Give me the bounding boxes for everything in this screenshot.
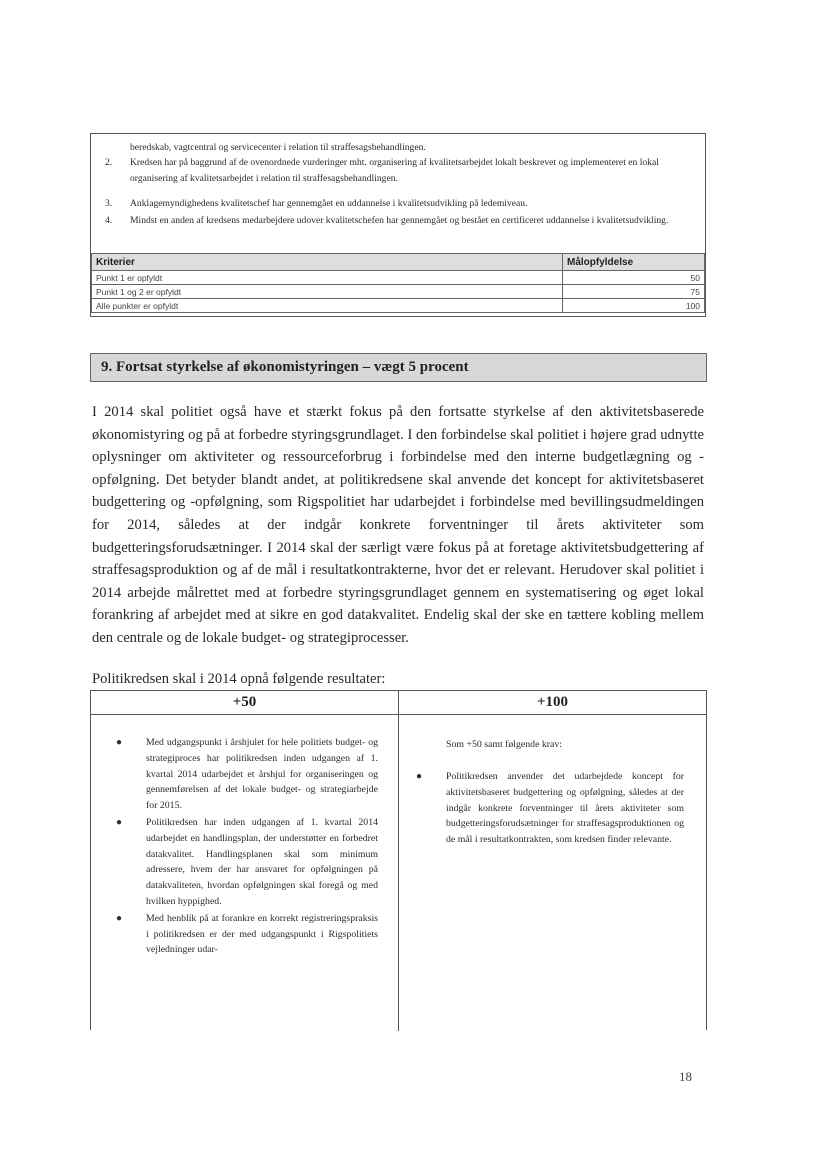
col-header-plus-100: +100 [399, 691, 706, 715]
list-item: ● Politikredsen har inden udgangen af 1. kvartal 2014 udarbejdet en handlingsplan, der understøtter en forbedret datakvalitet. Handlingsplanen skal som minimum adressere, hvem der har ansvaret for opfølgningen på datakvaliteten, hvordan opfølgningen skal foregå og med hvilken hyppighed. [116, 816, 378, 907]
table-header-row [92, 254, 705, 271]
body-paragraph: I 2014 skal politiet også have et stærkt fokus på den fortsatte styrkelse af den aktivitetsbaserede økonomistyring og på at forbedre styringsgrundlaget. I den forbindelse skal politiet i højere grad udnytte oplysninger om aktiviteter og ressourceforbrug i forbindelse med den interne budgetlægning og -opfølgning. Det betyder blandt andet, at politikredsene skal anvende det koncept for aktivitetsbaseret budgettering og -opfølgning, som Rigspolitiet har udarbejdet i forbindelse med bevillingsudmeldingen for 2014, således at der indgår konkrete forventninger til årets aktiviteter som budgetteringsforudsætninger. I 2014 skal der særligt være fokus på at foretage aktivitetsbudgettering af straffesagsproduktion og af de mål i resultatkontrakterne, hvor det er relevant. Herudover skal politiet i 2014 arbejde målrettet med at forbedre styringsgrundlaget gennem en systematisering og øget lokal forankring af arbejdet med at sikre en god datakvalitet. Endelig skal der ske en tættere kobling mellem den centrale og de lokale budget- og strategiprocesser. [92, 404, 704, 646]
criteria-label: Punkt 1 er opfyldt [92, 271, 563, 285]
list-item-text: Kredsen har på baggrund af de ovenordnede vurderinger mht. organisering af kvalitetsarbejdet lokalt beskrevet og implementeret en lokal organisering af kvalitetsarbejdet i relation til straffesagsbehandlingen. [130, 157, 659, 184]
plus-100-intro: Som +50 samt følgende krav: [446, 739, 562, 750]
bullet-icon: ● [416, 771, 423, 782]
criteria-value: 100 [563, 299, 705, 313]
plus-100-list [416, 769, 684, 848]
list-item-number: 4. [105, 215, 113, 226]
criteria-label: Alle punkter er opfyldt [92, 299, 563, 313]
list-item-text: Anklagemyndighedens kvalitetschef har gennemgået en uddannelse i kvalitetsudvikling på ledemiveau. [130, 198, 528, 209]
list-item-text: beredskab, vagtcentral og servicecenter i relation til straffesagsbehandlingen. [130, 142, 426, 153]
bullet-icon: ● [116, 816, 123, 828]
criteria-table [91, 253, 705, 313]
list-item-text: Mindst en anden af kredsens medarbejdere udover kvalitetschefen har gennemgået og bestået en certificeret uddannelse i kvalitetsudvikling. [130, 215, 669, 226]
list-item-number: 3. [105, 198, 113, 209]
section-heading: 9. Fortsat styrkelse af økonomistyringen – vægt 5 procent [90, 353, 707, 382]
col-header-plus-50: +50 [91, 691, 398, 715]
list-item: ● Politikredsen anvender det udarbejdede koncept for aktivitetsbaseret budgettering og opfølgning, således at der indgår konkrete forventninger til årets aktiviteter som budgetteringsforudsætninger for straffesagsproduktionen og de mål i resultatkontrakten, som kredsen finder relevante. [416, 771, 684, 846]
column-divider [398, 691, 399, 1031]
bullet-icon: ● [116, 737, 123, 748]
table-row [92, 285, 705, 299]
results-intro: Politikredsen skal i 2014 opnå følgende resultater: [92, 671, 386, 687]
bullet-icon: ● [116, 912, 123, 924]
criteria-value: 75 [563, 285, 705, 299]
list-item-number: 2. [105, 157, 113, 168]
table-row [92, 271, 705, 285]
criteria-header: Kriterier [92, 254, 563, 271]
criteria-label: Punkt 1 og 2 er opfyldt [92, 285, 563, 299]
list-item: ● Med udgangspunkt i årshjulet for hele politiets budget- og strategiproces har politikredsen inden udgangen af 1. kvartal 2014 udarbejdet et årshjul for organiseringen og gennemførelsen af det lokale budget- og strategiarbejde for 2015. [116, 737, 378, 812]
page-number: 18 [679, 1069, 692, 1084]
list-item: ● Med henblik på at forankre en korrekt registreringspraksis i politikredsen er der med udgangspunkt i Rigspolitiets vejledninger udar- [116, 912, 378, 956]
criteria-value: 50 [563, 271, 705, 285]
results-table [90, 690, 707, 1030]
table-row [92, 299, 705, 313]
fulfilment-header: Målopfyldelse [563, 254, 705, 271]
criteria-box [90, 133, 706, 317]
plus-50-list [116, 735, 378, 958]
